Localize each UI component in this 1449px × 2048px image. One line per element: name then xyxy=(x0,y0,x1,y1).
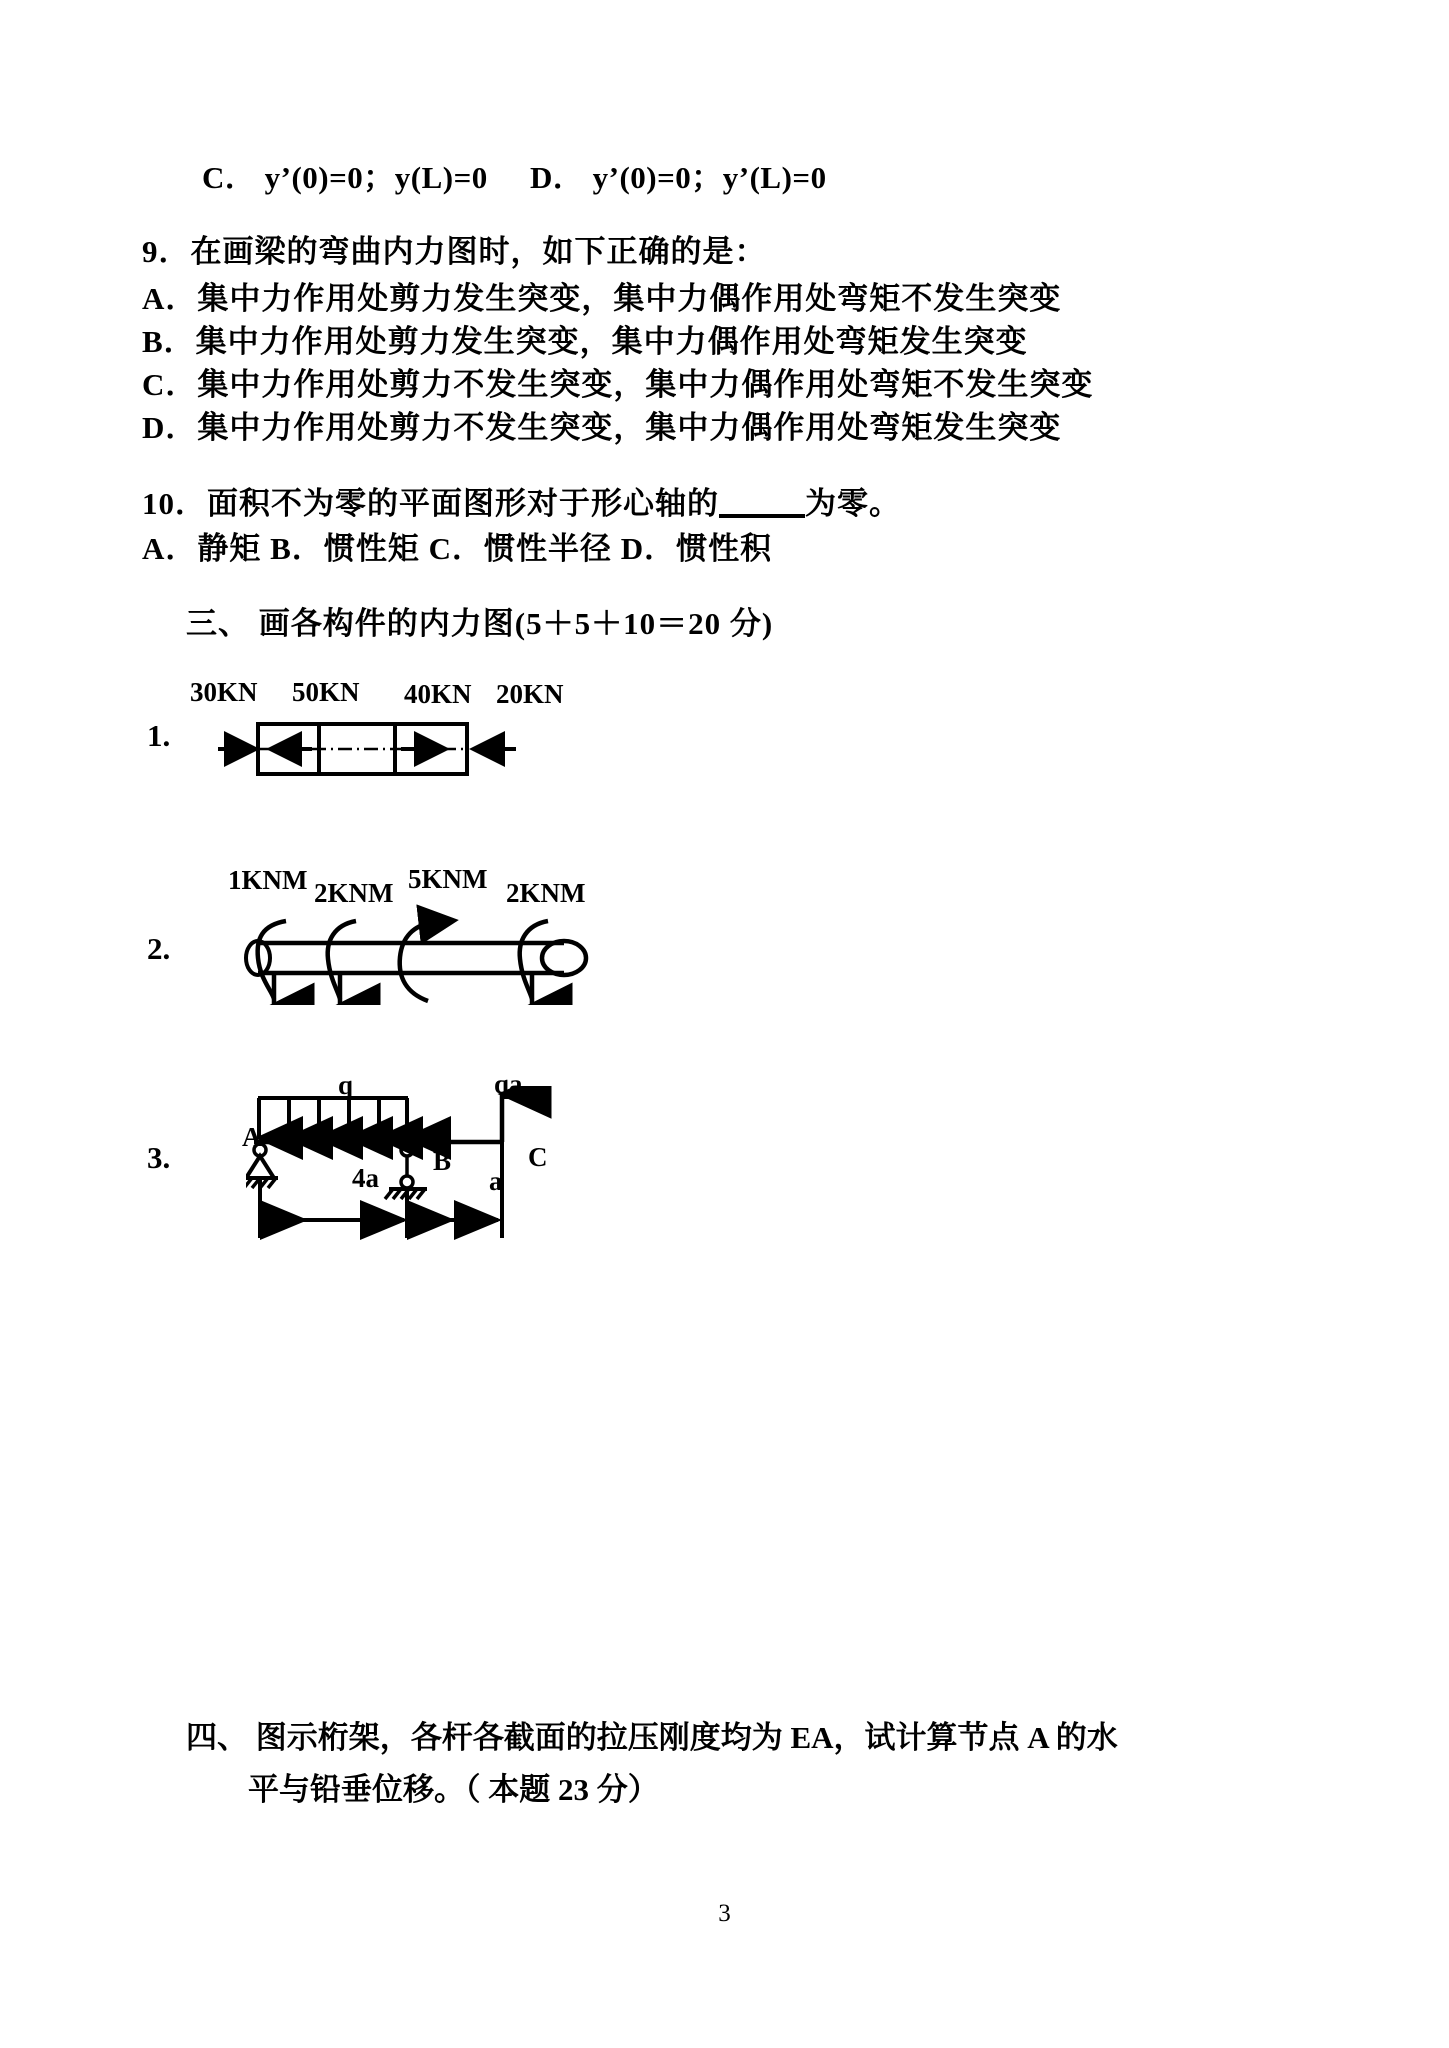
problem-3-node-label-b: B xyxy=(433,1146,452,1176)
question-9-option-d: D．集中力作用处剪力不发生突变，集中力偶作用处弯矩发生突变 xyxy=(142,410,1062,445)
problem-3-load-label-qa: qa xyxy=(494,1069,523,1099)
section-3-heading: 三、 画各构件的内力图(5＋5＋10＝20 分) xyxy=(186,606,774,641)
question-9-option-a: A．集中力作用处剪力发生突变，集中力偶作用处弯矩不发生突变 xyxy=(142,281,1062,316)
problem-3-load-label-q: q xyxy=(338,1070,354,1100)
problem-1-load-label-30kn: 30KN xyxy=(190,677,258,707)
question-9-option-b: B．集中力作用处剪力发生突变，集中力偶作用处弯矩发生突变 xyxy=(142,324,1028,359)
problem-3-diagram xyxy=(246,1086,566,1246)
section-4-line-1: 四、 图示桁架，各杆各截面的拉压刚度均为 EA，试计算节点 A 的水 xyxy=(186,1720,1118,1755)
page-content xyxy=(142,0,1276,2048)
problem-2-torque-label-2knm-a: 2KNM xyxy=(314,878,394,908)
q8-option-d: D． y’(0)=0；y’(L)=0 xyxy=(530,160,827,195)
problem-2-torque-label-5knm: 5KNM xyxy=(408,864,488,894)
question-10-options: A．静矩 B．惯性矩 C．惯性半径 D．惯性积 xyxy=(142,531,773,566)
question-9-option-c: C．集中力作用处剪力不发生突变，集中力偶作用处弯矩不发生突变 xyxy=(142,367,1094,402)
problem-1-load-label-40kn: 40KN xyxy=(404,679,472,709)
problem-1-load-label-20kn: 20KN xyxy=(496,679,564,709)
problem-1-number: 1. xyxy=(147,718,171,753)
q8-option-c: C． y’(0)=0；y(L)=0 xyxy=(202,160,488,195)
question-10-stem xyxy=(142,478,901,523)
problem-1-diagram xyxy=(196,706,576,786)
problem-2-torque-label-2knm-b: 2KNM xyxy=(506,878,586,908)
problem-2-torque-label-1knm: 1KNM xyxy=(228,865,308,895)
problem-3-dimension-label-4a: 4a xyxy=(352,1163,379,1193)
question-10-stem-before: 10．面积不为零的平面图形对于形心轴的 xyxy=(142,486,719,521)
problem-3-node-label-a: A xyxy=(242,1122,262,1152)
problem-3-node-label-c: C xyxy=(528,1142,548,1172)
problem-1-load-label-50kn: 50KN xyxy=(292,677,360,707)
problem-2-diagram xyxy=(216,895,606,1005)
question-9-stem: 9．在画梁的弯曲内力图时，如下正确的是： xyxy=(142,234,767,269)
section-4-line-2: 平与铅垂位移。（ 本题 23 分） xyxy=(248,1772,659,1807)
problem-2-number: 2. xyxy=(147,931,171,966)
page-number: 3 xyxy=(718,1900,731,1927)
question-10-stem-after: 为零。 xyxy=(805,486,901,521)
question-10-answer-blank xyxy=(719,514,805,518)
problem-3-number: 3. xyxy=(147,1140,171,1175)
problem-3-dimension-label-a: a xyxy=(489,1166,503,1196)
